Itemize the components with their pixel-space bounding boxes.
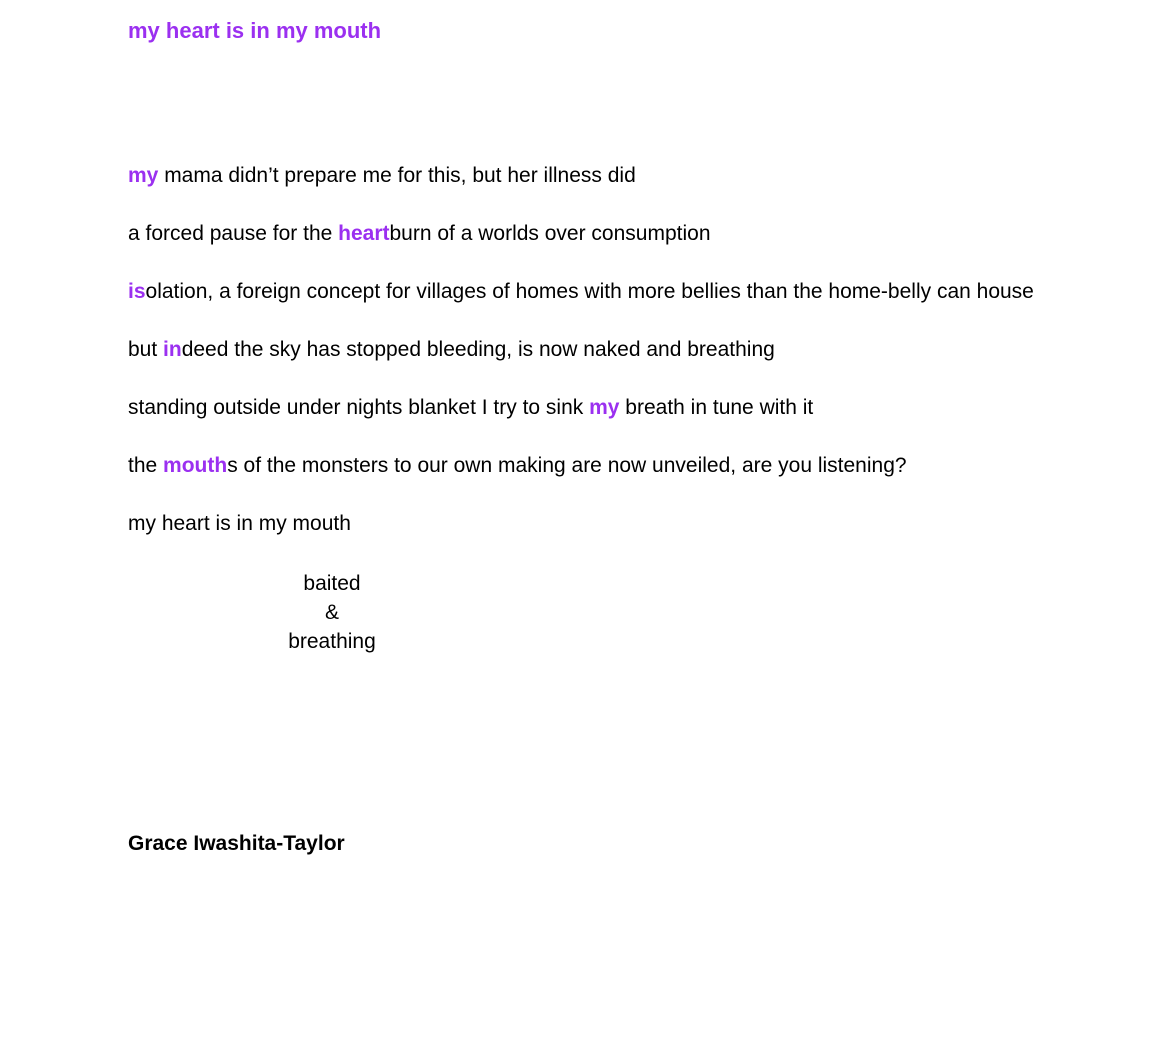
poem-line-6 <box>128 452 907 480</box>
poem-line-4-pre: but <box>128 338 164 361</box>
poem-line-5-highlight: my <box>589 396 620 419</box>
poem-line-1-post: mama didn’t prepare me for this, but her illness did <box>158 164 636 187</box>
poem-line-4 <box>128 336 775 364</box>
poem-line-2-highlight: heart <box>338 222 390 245</box>
poem-line-2-post: burn of a worlds over consumption <box>389 222 711 245</box>
poem-line-7-pre: my heart is in my mouth <box>128 512 351 535</box>
poem-line-6-highlight: mouth <box>163 454 228 477</box>
poem-line-6-pre: the <box>128 454 164 477</box>
poem-line-3-post: olation, a foreign concept for villages of homes with more bellies than the home-belly can house <box>145 280 1034 303</box>
stacked-word-breathing: breathing <box>288 630 376 653</box>
poem-line-4-post: deed the sky has stopped bleeding, is now naked and breathing <box>181 338 775 361</box>
poem-line-1-highlight: my <box>128 164 159 187</box>
poem-line-6-post: s of the monsters to our own making are now unveiled, are you listening? <box>227 454 907 477</box>
poem-stacked-words <box>260 569 404 656</box>
poem-line-2 <box>128 220 711 248</box>
poem-line-5 <box>128 394 813 422</box>
poem-line-7 <box>128 510 351 538</box>
stacked-word-baited: baited <box>303 572 361 595</box>
poem-line-5-post: breath in tune with it <box>619 396 814 419</box>
poem-line-4-highlight: in <box>163 338 182 361</box>
poem-line-5-pre: standing outside under nights blanket I try to sink <box>128 396 590 419</box>
poem-line-1 <box>128 162 636 190</box>
poem-author: Grace Iwashita-Taylor <box>128 832 345 855</box>
poem-line-3-highlight: is <box>128 280 146 303</box>
poem-title: my heart is in my mouth <box>128 18 382 43</box>
poem-line-2-pre: a forced pause for the <box>128 222 339 245</box>
poem-line-3 <box>128 278 1034 306</box>
stacked-word-ampersand: & <box>324 601 339 624</box>
